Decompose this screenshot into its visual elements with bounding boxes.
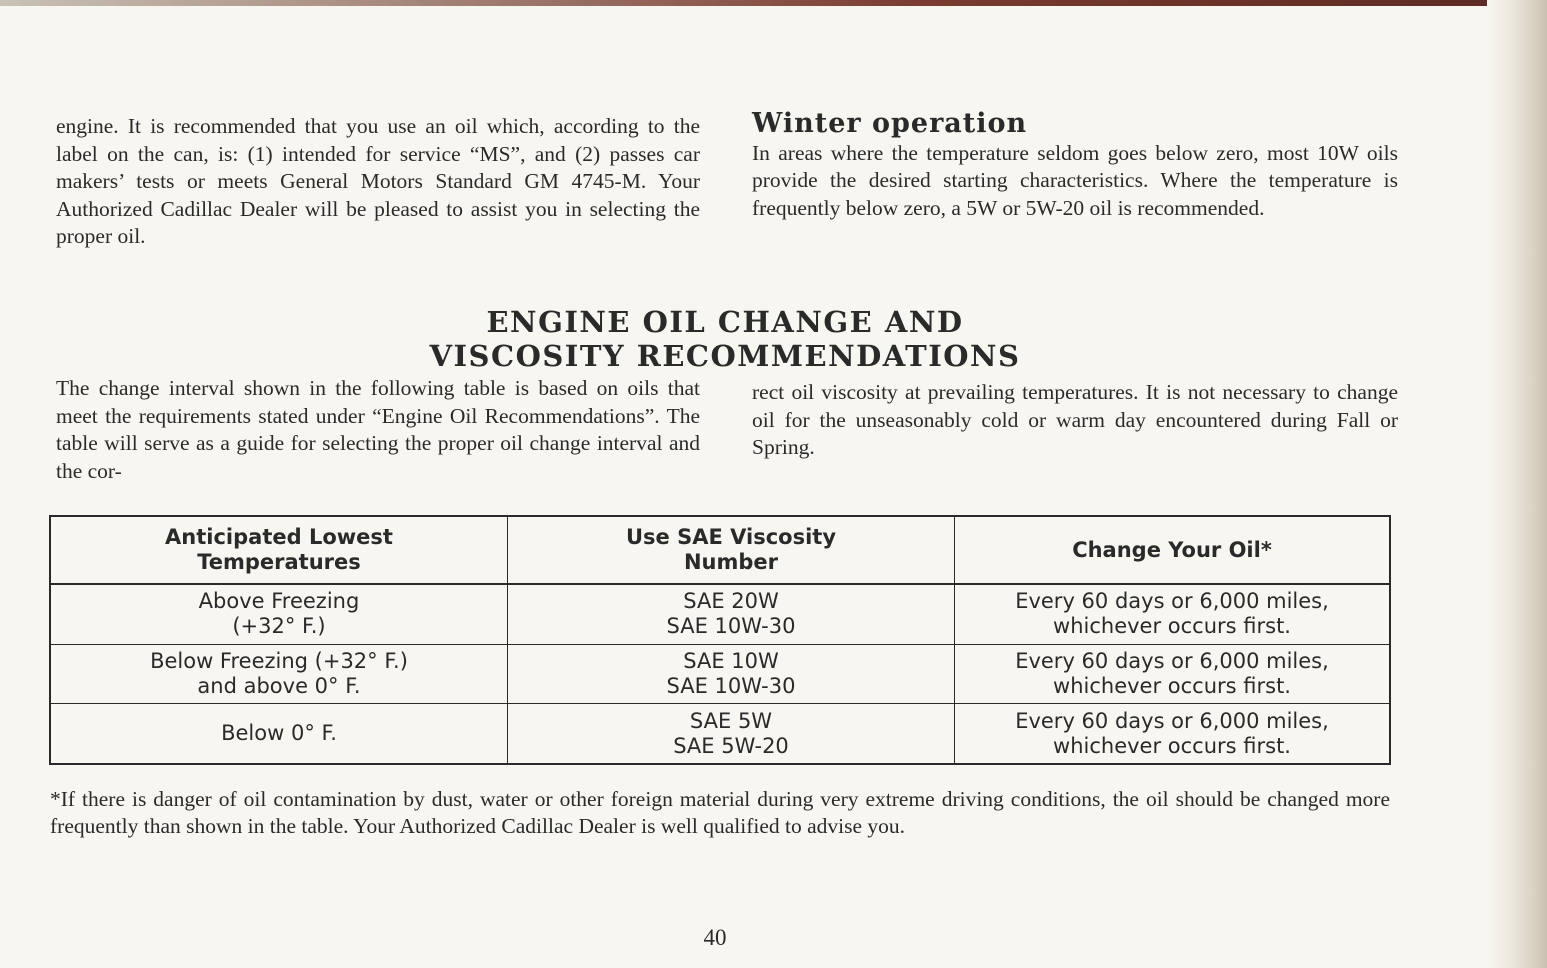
intro-text: engine. It is recommended that you use an oil which, according to the label on the can, is: (1) intended for service “MS”, and (2) passes car makers’ tests or meets General Motors Standard GM 4745-M. Your Authorized Cadillac Dealer will be pleased to assist you in selecting the proper oil.: [56, 114, 700, 248]
page-number: 40: [703, 925, 727, 950]
winter-operation-section: [752, 110, 1398, 222]
table-header-row: [50, 516, 1390, 584]
oil-recommendation-table: [49, 515, 1391, 765]
cell-temperature: Below 0° F.: [50, 704, 508, 764]
header-change-oil: Change Your Oil*: [955, 516, 1391, 584]
table-row: [50, 644, 1390, 704]
page-binding-shadow: [1487, 0, 1547, 968]
change-right-text: rect oil viscosity at prevailing temperatures. It is not necessary to change oil for the unseasonably cold or warm day encountered during Fall or Spring.: [752, 380, 1398, 459]
cell-interval: Every 60 days or 6,000 miles, whichever occurs first.: [955, 584, 1391, 644]
header-viscosity: Use SAE Viscosity Number: [508, 516, 955, 584]
intro-paragraph: [56, 113, 700, 251]
section-title-line-1: ENGINE OIL CHANGE AND: [486, 305, 964, 339]
cell-viscosity: SAE 10W SAE 10W-30: [508, 644, 955, 704]
cell-temperature: Above Freezing (+32° F.): [50, 584, 508, 644]
section-title-line-2: VISCOSITY RECOMMENDATIONS: [429, 339, 1021, 373]
change-interval-paragraph-right: [752, 379, 1398, 462]
cell-temperature: Below Freezing (+32° F.) and above 0° F.: [50, 644, 508, 704]
section-title: [200, 305, 1250, 373]
winter-heading: Winter operation: [752, 108, 1028, 139]
footnote: *If there is danger of oil contamination by dust, water or other foreign material during very extreme driving conditions, the oil should be changed more frequently than shown in the table. Your Authorized Cadillac Dealer is well qualified to advise you.: [50, 787, 1390, 838]
header-temperatures: Anticipated Lowest Temperatures: [50, 516, 508, 584]
table-row: [50, 584, 1390, 644]
page-top-edge: [0, 0, 1547, 6]
cell-viscosity: SAE 5W SAE 5W-20: [508, 704, 955, 764]
winter-body: In areas where the temperature seldom goes below zero, most 10W oils provide the desired starting characteristics. Where the temperature is frequently below zero, a 5W or 5W-20 oil is recommended.: [752, 140, 1398, 220]
cell-viscosity: SAE 20W SAE 10W-30: [508, 584, 955, 644]
cell-interval: Every 60 days or 6,000 miles, whichever occurs first.: [955, 644, 1391, 704]
table-row: [50, 704, 1390, 764]
change-interval-paragraph-left: [56, 375, 700, 485]
cell-interval: Every 60 days or 6,000 miles, whichever occurs first.: [955, 704, 1391, 764]
change-left-text: The change interval shown in the following table is based on oils that meet the requirements stated under “Engine Oil Recommendations”. The table will serve as a guide for selecting the proper oil change interval and the cor-: [56, 376, 700, 483]
